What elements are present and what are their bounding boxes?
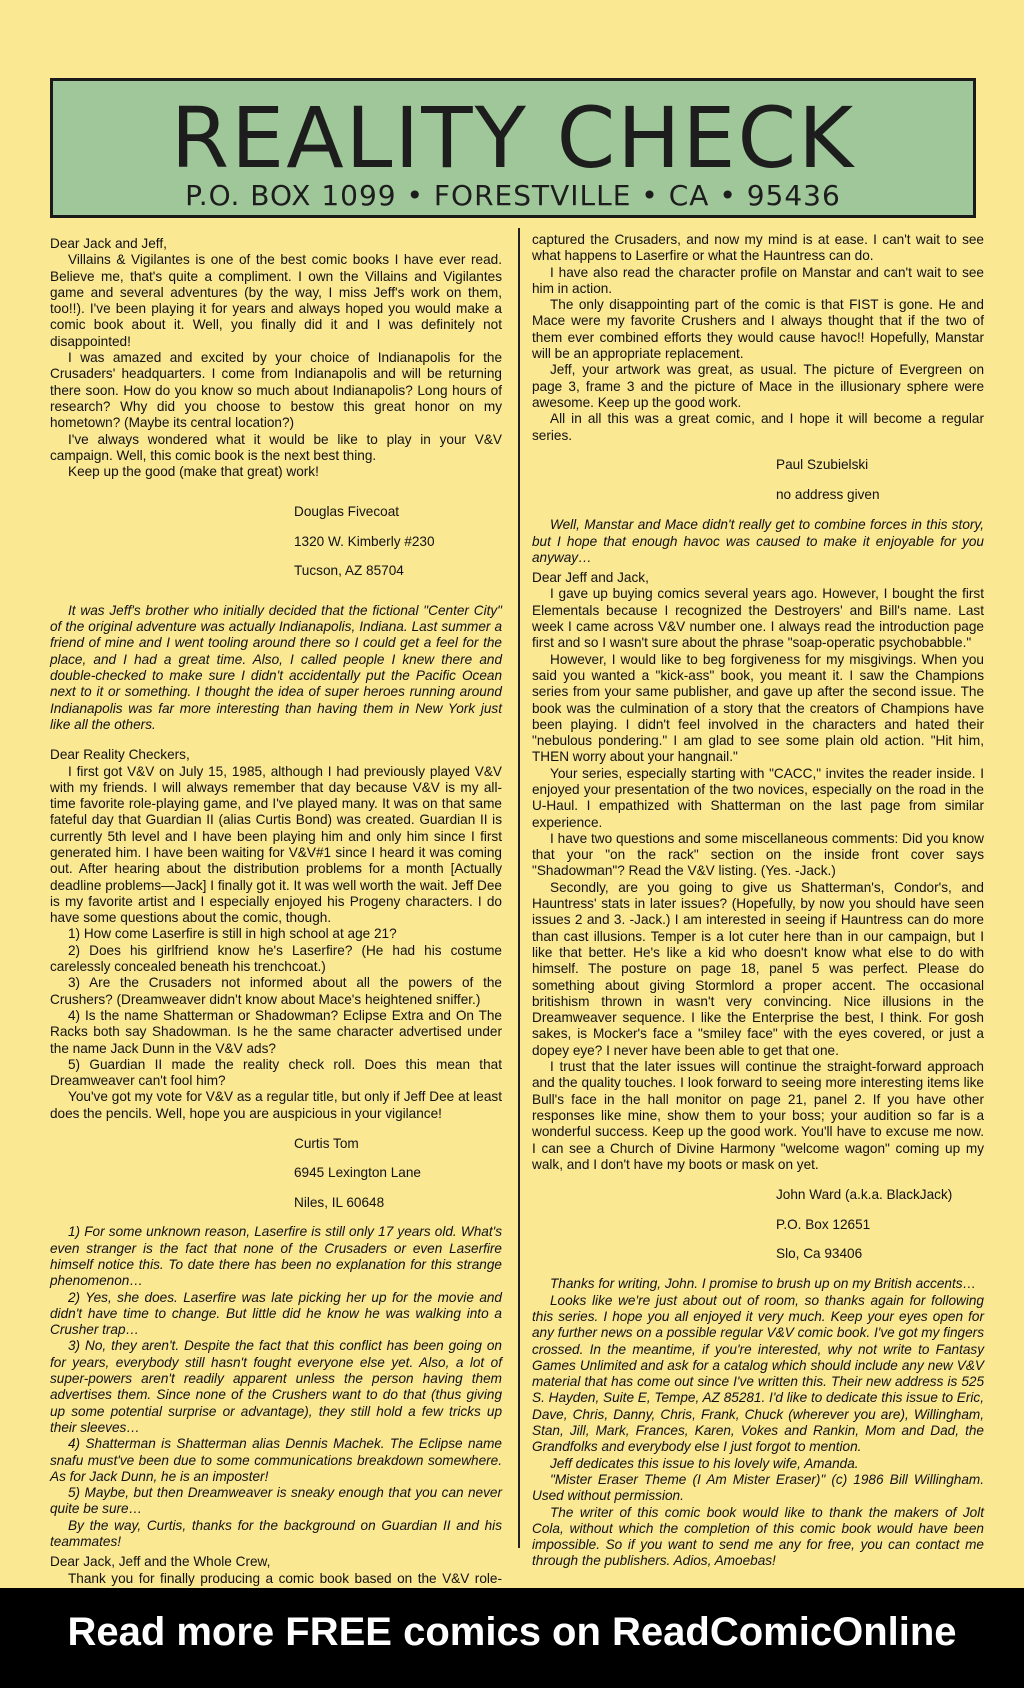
letters-column-right	[532, 232, 984, 1570]
editor-reply: 3) No, they aren't. Despite the fact that this conflict has been going on for years, everybody still hasn't fought everyone else yet. Also, a lot of super-powers aren't readily apparent unless the person having them advertises them. Since none of the Crushers want to do that (thus giving up some potential surprise or advantage), they still hold a few tricks up their sleeves…	[50, 1338, 502, 1435]
letter-paragraph: You've got my vote for V&V as a regular title, but only if Jeff Dee at least does the pencils. Well, hope you are auspicious in your vigilance!	[50, 1089, 502, 1121]
letter-question: 4) Is the name Shatterman or Shadowman? Eclipse Extra and On The Racks both say Shadowman. Is he the same character advertised under the name Jack Dunn in the V&V ads?	[50, 1007, 502, 1056]
letter-paragraph: Villains & Vigilantes is one of the best comic books I have ever read. Believe me, that's quite a compliment. I own the Villains and Vigilantes game and several adventures (by the way, I miss Jeff's work on them, too!!). I've been playing it for years and always hoped you would make a comic book about it. Well, you finally did it and I was definitely not disappointed!	[50, 252, 502, 349]
letter-question: 2) Does his girlfriend know he's Laserfire? (He had his costume carelessly concealed beneath his trenchcoat.)	[50, 942, 502, 975]
letter-paragraph: Secondly, are you going to give us Shatterman's, Condor's, and Hauntress' stats in later issues? (Hopefully, by now you should have seen issues 2 and 3. -Jack.) I am interested in seeing if Hauntress can do more than cast illusions. Temper is a lot cuter here than in our campaign, but I like that better. He's like a kid who doesn't know what else to do with himself. The posture on page 18, panel 5 was perfect. Please do something about giving Stormlord a proper accent. The occasional britishism thrown in wasn't very convincing. Nice illusions in the Dreamweaver sequence. I like the Enterprise the best, I think. For gosh sakes, is Mocker's face a "smiley face" with the eyes covered, or just a dopey eye? I never have been able to get that one.	[532, 879, 984, 1058]
signature-address: no address given	[776, 487, 880, 503]
letter-paragraph: All in all this was a great comic, and I hope it will become a regular series.	[532, 411, 984, 443]
letter-paragraph: The only disappointing part of the comic is that FIST is gone. He and Mace were my favorite Crushers and I always thought that if the two of them ever combined efforts they would cause havoc!! Hopefully, Manstar will be an appropriate replacement.	[532, 297, 984, 362]
editor-reply: By the way, Curtis, thanks for the background on Guardian II and his teammates!	[50, 1517, 502, 1550]
letters-header	[50, 78, 976, 218]
letters-column-left	[50, 232, 502, 1588]
signature-city: Niles, IL 60648	[294, 1194, 385, 1210]
signature-address: 1320 W. Kimberly #230	[294, 533, 435, 549]
closing-paragraph: "Mister Eraser Theme (I Am Mister Eraser)" (c) 1986 Bill Willingham. Used without permission.	[532, 1471, 984, 1504]
letter-paragraph: However, I would like to beg forgiveness for my misgivings. When you said you wanted a "kick-ass" book, you meant it. I saw the Champions series from your same publisher, and gave up after the second issue. The book was the culmination of a story that the creators of Champions have been playing. I didn't feel involved in the characters and hated their "nebulous pondering." I am glad to see some plain old action. "Hit him, THEN worry about your hangnail."	[532, 651, 984, 765]
closing-paragraph: Looks like we're just about out of room, so thanks again for following this series. I hope you all enjoyed it very much. Keep your eyes open for any further news on a possible regular V&V comic book. I've got my fingers crossed. In the meantime, if you're interested, why not write to Fantasy Games Unlimited and ask for a catalog which should include any new V&V material that has come out since I've written this. Their new address is 525 S. Hayden, Suite E, Tempe, AZ 85281. I'd like to dedicate this issue to Eric, Dave, Chris, Danny, Chris, Frank, Chuck (wherever you are), Willingham, Stan, Jill, Mark, Frances, Karen, Vokes and Rankin, Mom and Dad, the Grandfolks and everybody else I just forgot to mention.	[532, 1292, 984, 1455]
letter-paragraph: Keep up the good (make that great) work!	[68, 464, 319, 480]
mailing-address: P.O. BOX 1099 • FORESTVILLE • CA • 95436	[185, 179, 841, 212]
letter-question: 3) Are the Crusaders not informed about all the powers of the Crushers? (Dreamweaver didn't know about Mace's heightened sniffer.)	[50, 975, 502, 1007]
closing-paragraph: Jeff dedicates this issue to his lovely wife, Amanda.	[550, 1455, 859, 1471]
letter-salutation: Dear Jack and Jeff,	[50, 236, 167, 251]
editor-reply: 5) Maybe, but then Dreamweaver is sneaky enough that you can never quite be sure…	[50, 1485, 502, 1517]
closing-paragraph: The writer of this comic book would like to thank the makers of Jolt Cola, without which the completion of this comic book would have been impossible. So if you want to send me any for free, you can contact me through the publishers. Adios, Amoebas!	[532, 1504, 984, 1569]
signature-city: Tucson, AZ 85704	[294, 563, 404, 579]
signature-city: Slo, Ca 93406	[776, 1246, 863, 1262]
signature-name: John Ward (a.k.a. BlackJack)	[776, 1186, 953, 1202]
letter-paragraph: I have two questions and some miscellaneous comments: Did you know that your "on the rack" section on the inside front cover says "Shadowman"? Read the V&V listing. (Yes. -Jack.)	[532, 830, 984, 879]
letter-paragraph: I trust that the later issues will continue the straight-forward approach and the quality touches. I look forward to seeing more interesting items like Bull's face in the hall monitor on page 21, panel 2. If you have other responses like mine, show them to your boss; your audition so far is a wonderful success. Keep up the good work. You'll have to excuse me now. I can see a Church of Divine Harmony "welcome wagon" coming up my walk, and I don't have my boots or mask on yet.	[532, 1059, 984, 1172]
column-divider	[518, 228, 520, 1548]
promo-link-text[interactable]: Read more FREE comics on ReadComicOnline	[67, 1610, 957, 1654]
editor-reply: Thanks for writing, John. I promise to brush up on my British accents…	[550, 1276, 977, 1292]
letter-question: 1) How come Laserfire is still in high school at age 21?	[68, 926, 397, 942]
letter-salutation: Dear Jack, Jeff and the Whole Crew,	[50, 1554, 271, 1570]
letter-paragraph: I was amazed and excited by your choice of Indianapolis for the Crusaders' headquarters. I come from Indianapolis and will be returning there soon. How do you know so much about Indianapolis? Long hours of research? Why did you choose to bestow this great honor on my hometown? (Maybe its central location?)	[50, 350, 502, 431]
letter-paragraph: Jeff, your artwork was great, as usual. The picture of Evergreen on page 3, frame 3 and the picture of Mace in the illusionary sphere were awesome. Keep up the good work.	[532, 362, 984, 410]
signature-address: P.O. Box 12651	[776, 1216, 871, 1232]
letter-paragraph: captured the Crusaders, and now my mind is at ease. I can't wait to see what happens to Laserfire or what the Hauntress can do.	[532, 232, 984, 264]
letter-paragraph: I've always wondered what it would be like to play in your V&V campaign. Well, this comic book is the next best thing.	[50, 431, 502, 463]
editor-reply: It was Jeff's brother who initially decided that the fictional "Center City" of the original adventure was actually Indianapolis, Indiana. Last summer a friend of mine and I went tooling around there so I could get a feel for the place, and I had a great time. Also, I called people I knew there and double-checked to make sure I didn't accidentally put the Pacific Ocean next to it or something. I thought the idea of super heroes running around Indianapolis was far more interesting than having them in New York just like all the others.	[50, 602, 502, 732]
letter-question: 5) Guardian II made the reality check roll. Does this mean that Dreamweaver can't fool him?	[50, 1056, 502, 1089]
letter-salutation: Dear Jeff and Jack,	[532, 570, 649, 586]
editor-reply: 1) For some unknown reason, Laserfire is still only 17 years old. What's even stranger is the fact that none of the Crusaders or even Laserfire himself notice this. To date there has been no explanation for this strange phenomenon…	[50, 1224, 502, 1289]
signature-name: Douglas Fivecoat	[294, 504, 400, 520]
editor-reply: Well, Manstar and Mace didn't really get to combine forces in this story, but I hope that enough havoc was caused to make it enjoyable for you anyway…	[532, 517, 984, 565]
signature-address: 6945 Lexington Lane	[294, 1165, 421, 1181]
page-title: REALITY CHECK	[170, 89, 856, 187]
letter-paragraph: I have also read the character profile on Manstar and can't wait to see him in action.	[532, 264, 984, 296]
letter-salutation: Dear Reality Checkers,	[50, 747, 190, 763]
promo-banner	[0, 1588, 1024, 1688]
letter-paragraph: I first got V&V on July 15, 1985, although I had previously played V&V with my friends. I will always remember that day because V&V is my all-time favorite role-playing game, and I've played many. It was on that same fateful day that Guardian II (alias Curtis Bond) was created. Guardian II is currently 5th level and I have been playing him and only him since I first generated him. I have been waiting for V&V#1 since I heard it was coming out. After hearing about the distribution problems for a month [Actually deadline problems—Jack] I finally got it. It was well worth the wait. Jeff Dee is my favorite artist and I especially enjoyed his Progeny characters. I do have some questions about the comic, though.	[50, 763, 502, 926]
signature-name: Curtis Tom	[294, 1135, 359, 1151]
editor-reply: 4) Shatterman is Shatterman alias Dennis Machek. The Eclipse name snafu must've been due to some communications breakdown somewhere. As for Jack Dunn, he is an imposter!	[50, 1436, 502, 1484]
letter-paragraph: Your series, especially starting with "CACC," invites the reader inside. I enjoyed your presentation of the two novices, especially on the road in the U-Haul. I empathized with Shatterman on the last page from similar experience.	[532, 765, 984, 830]
letter-paragraph: I gave up buying comics several years ago. However, I bought the first Elementals because I recognized the Destroyers' and Bill's name. Last week I came across V&V number one. I always read the introduction page first and so I wasn't sure about the phrase "soap-operatic psychobabble."	[532, 586, 984, 651]
signature-name: Paul Szubielski	[776, 457, 869, 473]
letter-paragraph: Thank you for finally producing a comic book based on the V&V role-	[68, 1570, 502, 1586]
editor-reply: 2) Yes, she does. Laserfire was late picking her up for the movie and didn't have time to change. But little did he know he was walking into a Crusher trap…	[50, 1289, 502, 1338]
